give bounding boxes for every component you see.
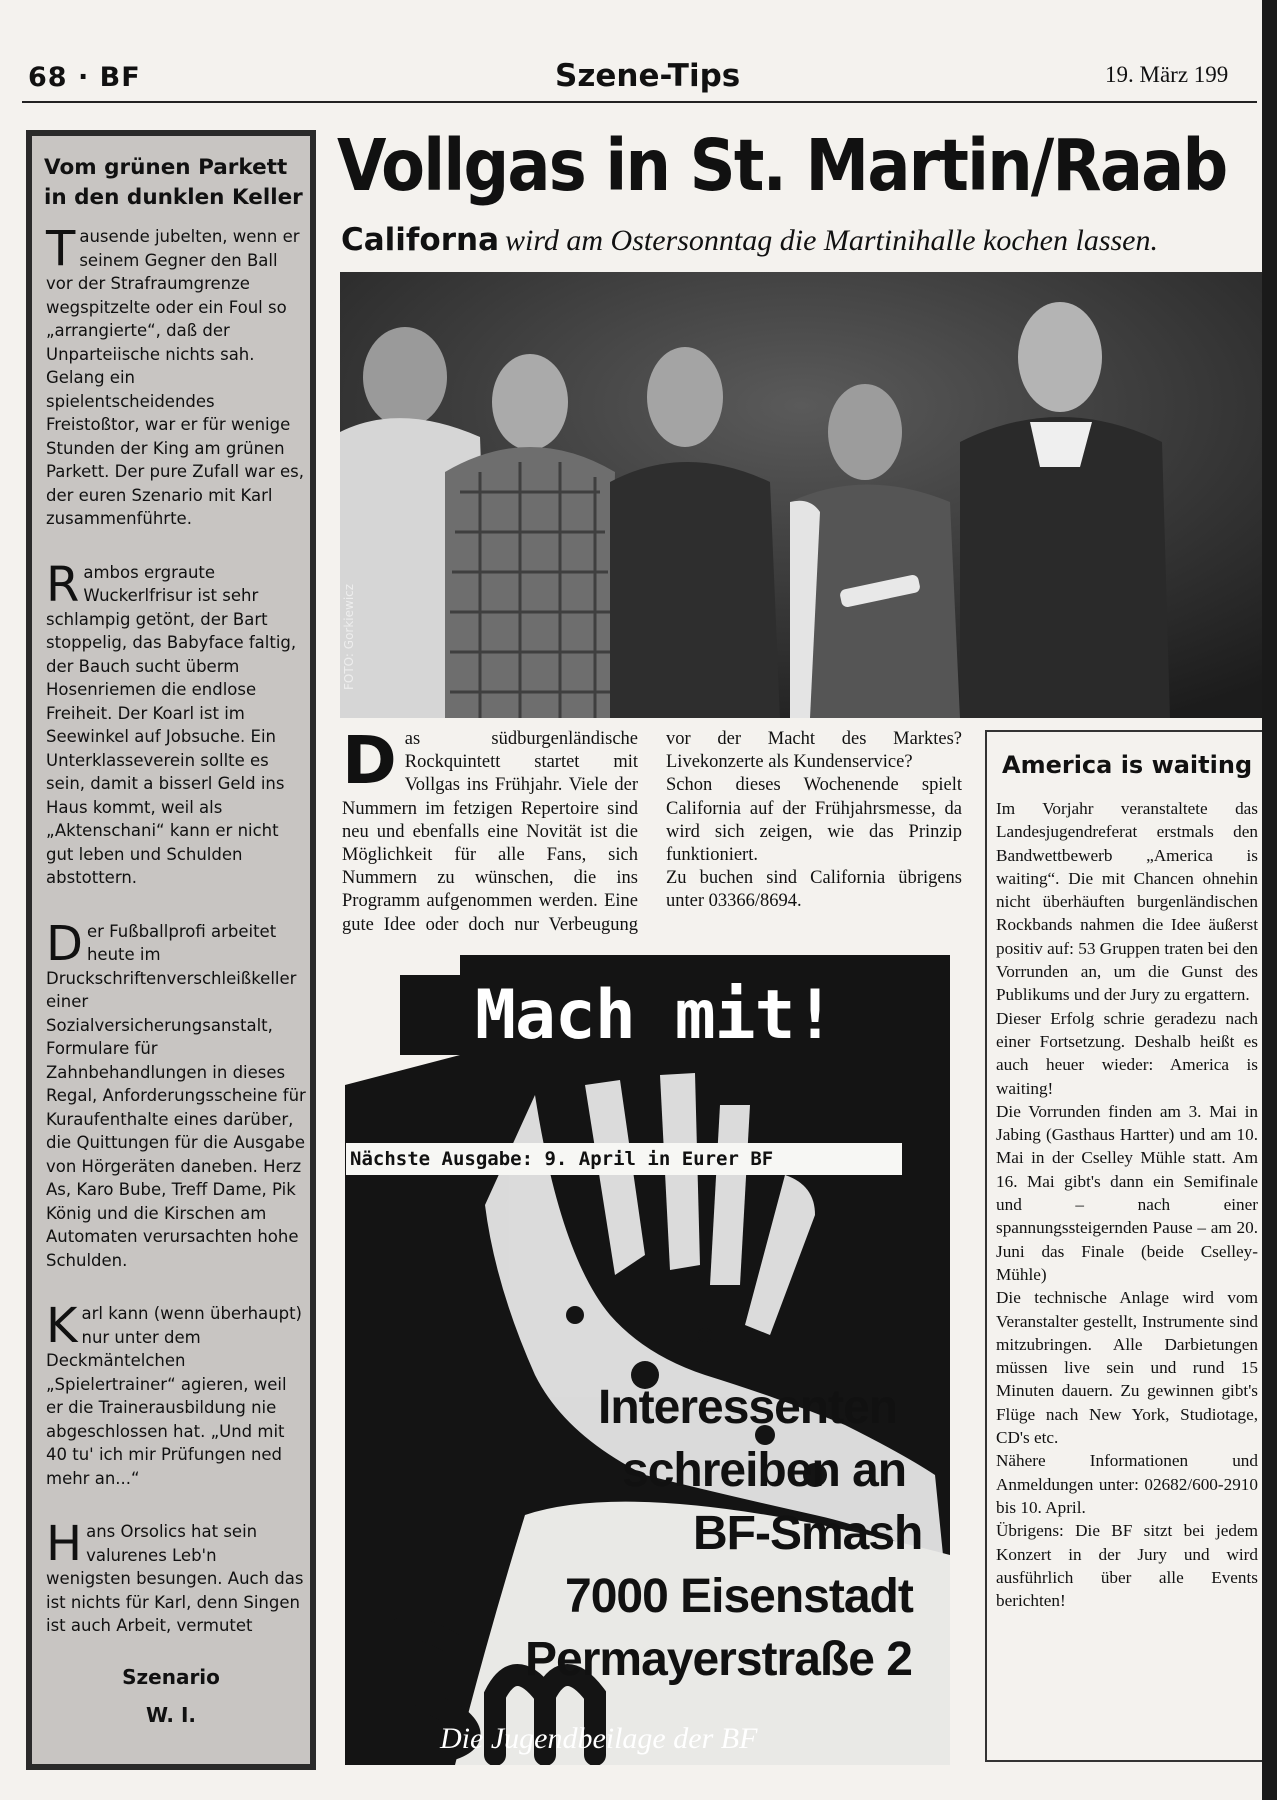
drop-cap: R	[46, 556, 80, 613]
drop-cap: D	[342, 722, 397, 799]
left-sidebar-paragraph	[46, 915, 306, 1273]
right-sidebar-paragraph: Dieser Erfolg schrie geradezu nach einer Fortsetzung. Deshalb heißt es auch heuer wieder: America is waiting!	[996, 1008, 1258, 1098]
band-photo-illustration	[340, 272, 1262, 718]
ad-line: Permayerstraße 2	[525, 1633, 912, 1686]
article-paragraph: Schon dieses Wochenende spielt California auf der Frühjahrsmesse, da wird sich zeigen, wie das Prinzip funktioniert.	[666, 775, 962, 866]
drop-cap: D	[46, 915, 83, 972]
issue-date: 19. März 199	[1105, 62, 1229, 87]
right-sidebar-paragraph: Übrigens: Die BF sitzt bei jedem Konzert in der Jury und wird ausführlich über alle Events berichten!	[996, 1521, 1258, 1611]
article-paragraph: Zu buchen sind California übrigens unter 03366/8694.	[666, 868, 962, 912]
signature-line-2: W. I.	[145, 1702, 197, 1727]
subhead-band-name: Californa	[341, 222, 499, 258]
right-sidebar-paragraph: Die Vorrunden finden am 3. Mai in Jabing (Gasthaus Hartter) und am 10. Mai in der Cselley Mühle statt. Am 16. Mai gibt's dann ein Semifinale und – nach einer spannungssteigernden Pause – am 20. Juni das Finale (beide Cselley-Mühle)	[996, 1101, 1258, 1284]
paragraph-text: arl kann (wenn überhaupt) nur unter dem Deckmäntelchen „Spielertrainer“ agieren, weil er die Trainerausbildung nie abgeschlossen hat. „Und mit 40 tu' ich mir Prüfungen ned mehr an...“	[46, 1304, 302, 1488]
right-sidebar-title: America is waiting	[1002, 751, 1253, 779]
signature-line-1: Szenario	[122, 1664, 220, 1689]
right-sidebar-paragraph: Im Vorjahr veranstaltete das Landesjugendreferat erstmals den Bandwettbewerb „America is waiting“. Die mit Chancen ohnehin nicht überhäuften burgenländischen Rockbands nahmen die Idee äußerst positiv auf: 53 Gruppen traten bei den Vorrunden an, um die Gunst des Publikums und der Jury zu ergattern.	[996, 799, 1258, 1005]
section-title: Szene-Tips	[555, 58, 741, 94]
left-sidebar-paragraph	[46, 1516, 306, 1638]
left-sidebar-content	[36, 141, 306, 1734]
paragraph-text: er Fußballprofi arbeitet heute im Druckschriftenverschleißkeller einer Sozialversicherungsanstalt, Formulare für Zahnbehandlungen in dieses Regal, Anforderungsscheine für Kuraufenthalte eines darüber, die Quittungen für die Ausgabe von Hörgeräten daneben. Herz As, Karo Bube, Treff Dame, Pik König und die Kirschen am Automaten verursachten hohe Schulden.	[46, 921, 306, 1270]
drop-cap: K	[46, 1298, 78, 1354]
ad-title: Mach mit!	[475, 976, 835, 1055]
article-headline: Vollgas in St. Martin/Raab	[337, 124, 1227, 207]
article-subhead	[341, 222, 1158, 258]
page-edge	[1262, 0, 1277, 1800]
drop-cap: T	[46, 221, 76, 277]
ad-line: 7000 Eisenstadt	[565, 1570, 913, 1623]
paragraph-text: as südburgenländische Rockquintett startet mit Vollgas ins Frühjahr. Viele der Nummern im fetzigen Repertoire sind neu und ebenfalls eine Novität ist die Möglichkeit für alle Fans, sich Nummern zu wünschen, die ins Programm aufgenommen werden. Eine gute Idee oder doch nur Verbeugung vor der Macht des Marktes? Livekonzerte als Kundenservice?	[342, 729, 962, 935]
ad-line: BF-Smash	[693, 1507, 923, 1560]
paragraph-text: ausende jubelten, wenn er seinem Gegner den Ball vor der Strafraumgrenze wegspitzelte oder ein Foul so „arrangierte“, daß der Unparteiische nichts sah. Gelang ein spielentscheidendes Freistoßtor, war er für wenige Stunden der King am grünen Parkett. Der pure Zufall war es, der euren Szenario mit Karl zusammenführte.	[46, 227, 305, 528]
band-photo	[340, 272, 1262, 718]
page-number: 68 · BF	[28, 62, 141, 93]
ad-line: schreiben an	[622, 1444, 907, 1497]
left-sidebar-paragraph	[46, 556, 306, 890]
author-signature	[36, 1658, 306, 1734]
paragraph-text: ambos ergraute Wuckerlfrisur ist sehr schlampig getönt, der Bart stoppelig, das Babyface faltig, der Bauch sucht überm Hosenriemen die endlose Freiheit. Der Koarl ist im Seewinkel auf Jobsuche. Ein Unterklasseverein sollte es sein, damit a bisserl Geld ins Haus kommt, weil als „Aktenschani“ kann er nicht gut leben und Schulden abstottern.	[46, 562, 297, 887]
right-sidebar-paragraph: Nähere Informationen und Anmeldungen unter: 02682/600-2910 bis 10. April.	[996, 1451, 1258, 1517]
left-sidebar-title: Vom grünen Parkett in den dunklen Keller	[44, 155, 303, 210]
right-sidebar-text	[996, 797, 1258, 1612]
drop-cap: H	[46, 1516, 83, 1572]
subhead-text: wird am Ostersonntag die Martinihalle kochen lassen.	[504, 224, 1158, 257]
left-sidebar-paragraph	[46, 221, 306, 531]
ad-footer: Die Jugendbeilage der BF	[440, 1722, 758, 1755]
article-body	[342, 722, 962, 938]
ad-next-issue-text: Nächste Ausgabe: 9. April in Eurer BF	[350, 1148, 774, 1170]
ad-line: Interessenten	[598, 1381, 898, 1434]
photo-credit: FOTO: Gorkiewicz	[342, 583, 356, 690]
left-sidebar-paragraph	[46, 1298, 306, 1490]
header-rule	[22, 101, 1257, 103]
right-sidebar-paragraph: Die technische Anlage wird vom Veranstalter gestellt, Instrumente sind mitzubringen. Alle Darbietungen müssen live sein und rund 15 Minuten dauern. Zu gewinnen gibt's Flüge nach New York, Studiotage, CD's etc.	[996, 1288, 1258, 1448]
paragraph-text: ans Orsolics hat sein valurenes Leb'n wenigsten besungen. Auch das ist nichts für Karl, denn Singen ist auch Arbeit, vermutet	[46, 1522, 304, 1635]
